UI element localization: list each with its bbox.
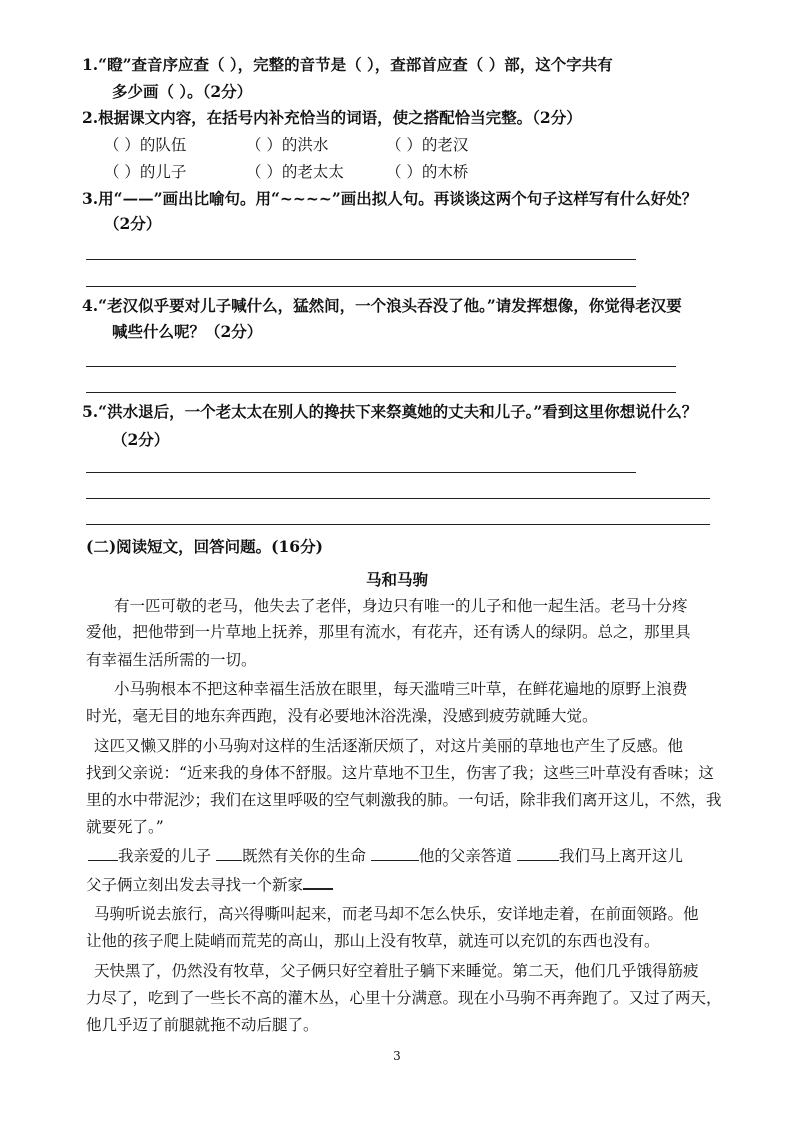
page-number: 3	[393, 1049, 401, 1063]
q2-row2-opt1: （ ）的儿子	[104, 163, 187, 181]
p1-line1: 有一匹可敬的老马，他失去了老伴，身边只有唯一的儿子和他一起生活。老马十分疼	[114, 597, 688, 615]
p1-line2: 爱他，把他带到一片草地上抚养，那里有流水，有花卉，还有诱人的绿阴。总之，那里具	[86, 623, 691, 641]
p4-seg2: 既然有关你的生命	[241, 847, 366, 865]
q3-answer-line-2[interactable]	[86, 286, 636, 287]
p4-seg3: 他的父亲答道	[418, 847, 512, 865]
p4-line2	[86, 874, 333, 895]
q5-line2: （2分）	[112, 430, 170, 449]
q1-line2: 多少画（ ）。（2分）	[112, 82, 253, 101]
q2-row1-opt3: （ ）的老汉	[386, 136, 469, 154]
q5-line1: 5.“洪水退后，一个老太太在别人的搀扶下来祭奠她的丈夫和儿子。”看到这里你想说什么？	[82, 402, 698, 421]
q1-line1: 1.“瞪”查音序应查（ ），完整的音节是（ ），查部首应查（ ）部，这个字共有	[82, 55, 613, 74]
q4-line1: 4.“老汉似乎要对儿子喊什么，猛然间，一个浪头吞没了他。”请发挥想像，你觉得老汉要	[82, 296, 682, 315]
p3-line1: 这匹又懒又胖的小马驹对这样的生活逐渐厌烦了，对这片美丽的草地也产生了反感。他	[94, 737, 684, 755]
p5-line2: 让他的孩子爬上陡峭而荒芜的高山，那山上没有牧草，就连可以充饥的东西也没有。	[86, 932, 660, 950]
p3-line2: 找到父亲说：“近来我的身体不舒服。这片草地不卫生，伤害了我；这些三叶草没有香味；这	[86, 764, 714, 782]
p1-line3: 有幸福生活所需的一切。	[86, 651, 257, 669]
q5-answer-line-2[interactable]	[86, 498, 710, 499]
q4-answer-line-2[interactable]	[86, 392, 676, 393]
p6-line2: 力尽了，吃到了一些长不高的灌木丛，心里十分满意。现在小马驹不再奔跑了。又过了两天，	[86, 989, 722, 1007]
p6-line1: 天快黑了，仍然没有牧草，父子俩只好空着肚子躺下来睡觉。第二天，他们几乎饿得筋疲	[94, 962, 699, 980]
q5-answer-line-1[interactable]	[86, 472, 636, 473]
q3-line1: 3.用“——”画出比喻句。用“~~~~”画出拟人句。再谈谈这两个句子这样写有什么好处？	[82, 189, 698, 208]
q2-row2-opt2: （ ）的老太太	[246, 163, 344, 181]
q2-line1: 2.根据课文内容，在括号内补充恰当的词语，使之搭配恰当完整。（2分）	[82, 108, 582, 127]
p5-line1: 马驹听说去旅行，高兴得嘶叫起来，而老马却不怎么快乐，安详地走着，在前面领路。他	[94, 905, 699, 923]
p2-line2: 时光，毫无目的地东奔西跑，没有必要地沐浴洗澡，没感到疲劳就睡大觉。	[86, 707, 598, 725]
blank-4[interactable]	[517, 846, 559, 861]
p4-line2-text: 父子俩立刻出发去寻找一个新家	[86, 876, 304, 894]
q3-line2: （2分）	[104, 214, 162, 233]
section2-heading: (二)阅读短文，回答问题。(16分)	[86, 537, 323, 556]
p3-line4: 就要死了。”	[86, 818, 164, 836]
blank-1[interactable]	[88, 846, 118, 861]
q3-answer-line-1[interactable]	[86, 259, 636, 260]
p6-line3: 他几乎迈了前腿就拖不动后腿了。	[86, 1016, 319, 1034]
p4-seg1: 我亲爱的儿子	[118, 847, 212, 865]
p4-seg4: 我们马上离开这儿	[558, 847, 683, 865]
q2-row1-opt2: （ ）的洪水	[246, 136, 329, 154]
passage-title: 马和马驹	[365, 570, 428, 589]
blank-3[interactable]	[371, 846, 419, 861]
q2-row1-opt1: （ ）的队伍	[104, 136, 187, 154]
blank-2[interactable]	[216, 846, 242, 861]
blank-5[interactable]	[303, 874, 333, 890]
q5-answer-line-3[interactable]	[86, 524, 710, 525]
p2-line1: 小马驹根本不把这种幸福生活放在眼里，每天滥啃三叶草，在鲜花遍地的原野上浪费	[114, 680, 688, 698]
q4-answer-line-1[interactable]	[86, 366, 676, 367]
q2-row2-opt3: （ ）的木桥	[386, 163, 469, 181]
q4-line2: 喊些什么呢？（2分）	[112, 322, 263, 341]
p4-line1	[88, 846, 683, 866]
p3-line3: 里的水中带泥沙；我们在这里呼吸的空气刺激我的肺。一句话，除非我们离开这儿，不然，我	[86, 791, 722, 809]
